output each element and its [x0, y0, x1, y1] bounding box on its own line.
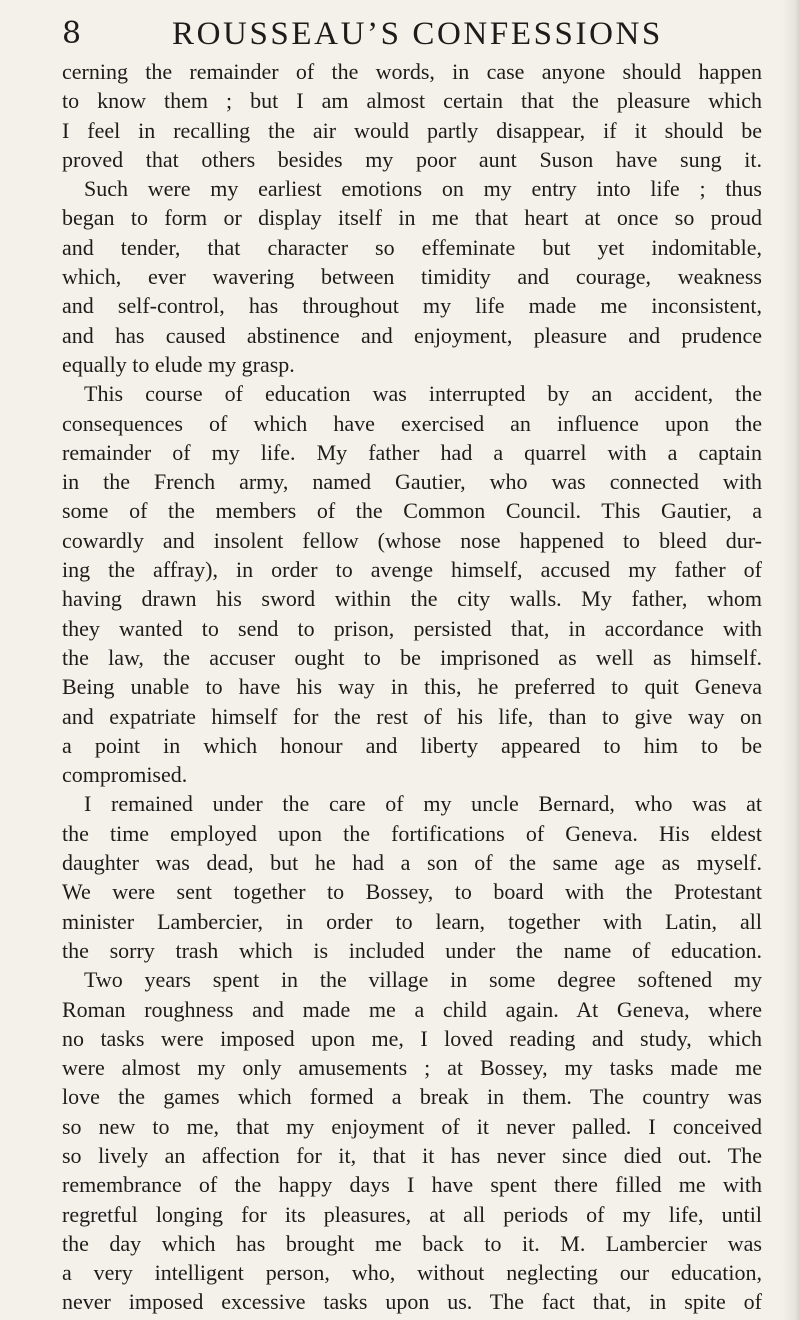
- running-head: ROUSSEAU’S CONFESSIONS: [172, 16, 663, 52]
- text-line: the sorry trash which is included under the name of education.: [62, 937, 762, 963]
- text-line: a very intelligent person, who, without neglecting our education,: [62, 1260, 762, 1286]
- text-line: no tasks were imposed upon me, I loved reading and study, which: [62, 1025, 762, 1051]
- text-line: they wanted to send to prison, persisted that, in accordance with: [62, 615, 762, 641]
- text-line: some of the members of the Common Council. This Gautier, a: [62, 498, 762, 524]
- text-line: in the French army, named Gautier, who was connected with: [62, 469, 762, 495]
- text-line: cerning the remainder of the words, in case anyone should happen: [62, 59, 762, 84]
- text-line: the time employed upon the fortifications of Geneva. His eldest: [62, 820, 762, 846]
- text-line: I remained under the care of my uncle Bernard, who was at: [84, 791, 762, 817]
- text-line: consequences of which have exercised an influence upon the: [62, 410, 762, 436]
- text-line: the law, the accuser ought to be imprisoned as well as himself.: [62, 644, 762, 670]
- text-line: ing the affray), in order to avenge himself, accused my father of: [62, 557, 762, 583]
- text-line: were almost my only amusements ; at Bossey, my tasks made me: [62, 1055, 762, 1081]
- text-line: and expatriate himself for the rest of his life, than to give way on: [62, 703, 762, 729]
- text-line: I feel in recalling the air would partly disappear, if it should be: [62, 117, 762, 143]
- text-line: which, ever wavering between timidity and courage, weakness: [62, 264, 762, 290]
- text-line: so new to me, that my enjoyment of it never palled. I conceived: [62, 1113, 762, 1139]
- page-header: [62, 14, 702, 54]
- text-line: never imposed excessive tasks upon us. The fact that, in spite of: [62, 1289, 762, 1315]
- text-line: cowardly and insolent fellow (whose nose happened to bleed dur-: [62, 527, 762, 553]
- text-line: Being unable to have his way in this, he preferred to quit Geneva: [62, 674, 762, 700]
- text-line: a point in which honour and liberty appeared to him to be: [62, 732, 762, 758]
- text-line: remainder of my life. My father had a quarrel with a captain: [62, 439, 762, 465]
- text-line: This course of education was interrupted by an accident, the: [84, 381, 762, 407]
- text-line: minister Lambercier, in order to learn, together with Latin, all: [62, 908, 762, 934]
- text-line: the day which has brought me back to it. M. Lambercier was: [62, 1230, 762, 1256]
- text-line: and has caused abstinence and enjoyment, pleasure and prudence: [62, 322, 762, 348]
- text-line: love the games which formed a break in them. The country was: [62, 1084, 762, 1110]
- page-number: 8: [62, 16, 82, 51]
- text-line: We were sent together to Bossey, to board with the Protestant: [62, 879, 762, 905]
- text-line: remembrance of the happy days I have spent there filled me with: [62, 1172, 762, 1198]
- text-line: Such were my earliest emotions on my entry into life ; thus: [84, 176, 762, 202]
- text-line: daughter was dead, but he had a son of the same age as myself.: [62, 850, 762, 876]
- text-line: so lively an affection for it, that it has never since died out. The: [62, 1142, 762, 1168]
- text-line: having drawn his sword within the city walls. My father, whom: [62, 586, 762, 612]
- text-line: began to form or display itself in me that heart at once so proud: [62, 205, 762, 231]
- body-text: [62, 57, 762, 1317]
- text-line: and self-control, has throughout my life made me inconsistent,: [62, 293, 762, 319]
- text-line: Two years spent in the village in some degree softened my: [84, 967, 762, 993]
- text-line: to know them ; but I am almost certain that the pleasure which: [62, 88, 762, 114]
- text-line: regretful longing for its pleasures, at all periods of my life, until: [62, 1201, 762, 1227]
- page-edge-shadow: [782, 0, 800, 1320]
- text-line: proved that others besides my poor aunt Suson have sung it.: [62, 146, 762, 172]
- text-line: equally to elude my grasp.: [62, 351, 295, 377]
- text-line: compromised.: [62, 762, 188, 788]
- text-line: Roman roughness and made me a child again. At Geneva, where: [62, 996, 762, 1022]
- text-line: and tender, that character so effeminate but yet indomitable,: [62, 234, 762, 260]
